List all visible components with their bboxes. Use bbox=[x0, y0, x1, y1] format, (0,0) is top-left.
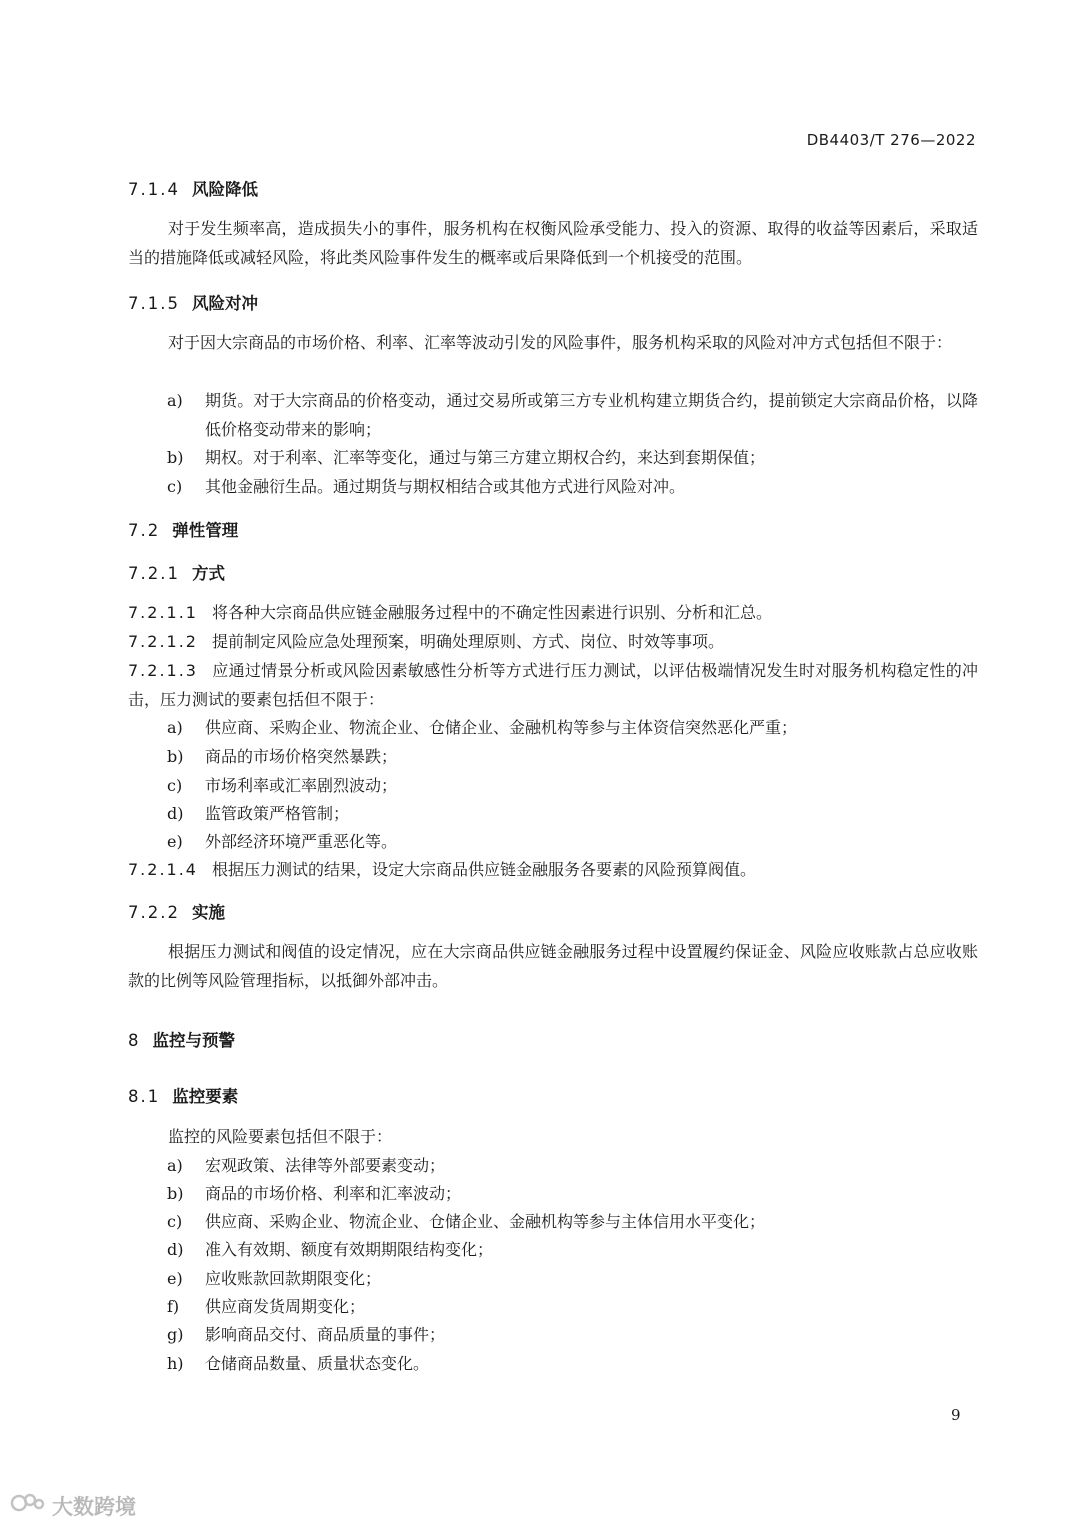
watermark bbox=[10, 1490, 136, 1521]
clause-7-2-1-1 bbox=[128, 598, 978, 627]
clause-text: 将各种大宗商品供应链金融服务过程中的不确定性因素进行识别、分析和汇总。 bbox=[211, 603, 772, 622]
list-item bbox=[167, 1207, 978, 1236]
list-item bbox=[167, 1151, 978, 1180]
list-item bbox=[167, 771, 978, 800]
list-item-text: 应收账款回款期限变化； bbox=[205, 1269, 382, 1288]
section-heading-7-2-2 bbox=[128, 899, 225, 923]
list-marker: d) bbox=[167, 1240, 184, 1259]
clause-number: 7.2.1.1 bbox=[128, 603, 198, 622]
document-code: DB4403/T 276—2022 bbox=[806, 131, 976, 149]
list-item bbox=[167, 827, 978, 856]
chapter-heading-8 bbox=[128, 1027, 235, 1051]
list-item-text: 商品的市场价格突然暴跌； bbox=[205, 747, 398, 766]
list-item-text: 市场利率或汇率剧烈波动； bbox=[205, 776, 398, 795]
list-item-text: 供应商发货周期变化； bbox=[205, 1297, 366, 1316]
clause-number: 7.2.1.2 bbox=[128, 632, 198, 651]
list-item-text: 外部经济环境严重恶化等。 bbox=[205, 832, 398, 851]
watermark-logo-icon bbox=[10, 1490, 46, 1521]
paragraph-7-1-5: 对于因大宗商品的市场价格、利率、汇率等波动引发的风险事件，服务机构采取的风险对冲方式包括但不限于： bbox=[168, 333, 953, 352]
list-item-text: 商品的市场价格、利率和汇率波动； bbox=[205, 1184, 462, 1203]
watermark-text: 大数跨境 bbox=[52, 1494, 136, 1519]
clause-text: 提前制定风险应急处理预案，明确处理原则、方式、岗位、时效等事项。 bbox=[211, 632, 724, 651]
list-marker: a) bbox=[167, 1156, 183, 1175]
list-item bbox=[167, 472, 978, 501]
list-marker: f) bbox=[167, 1297, 180, 1316]
list-item-text: 仓储商品数量、质量状态变化。 bbox=[205, 1354, 430, 1373]
page-number: 9 bbox=[951, 1406, 961, 1424]
list-item bbox=[167, 1292, 978, 1321]
list-item-text: 影响商品交付、商品质量的事件； bbox=[205, 1325, 446, 1344]
section-title: 实施 bbox=[191, 903, 225, 922]
clause-number: 7.2.1.4 bbox=[128, 860, 198, 879]
section-heading-7-2 bbox=[128, 517, 238, 541]
clause-7-2-1-3 bbox=[128, 656, 978, 714]
list-marker: e) bbox=[167, 832, 183, 851]
list-item bbox=[167, 386, 978, 444]
section-title: 弹性管理 bbox=[172, 521, 239, 540]
list-item bbox=[167, 1349, 978, 1378]
section-number: 7.2.2 bbox=[128, 903, 180, 922]
clause-text: 根据压力测试的结果，设定大宗商品供应链金融服务各要素的风险预算阀值。 bbox=[211, 860, 756, 879]
list-item bbox=[167, 1264, 978, 1293]
section-number: 8.1 bbox=[128, 1087, 161, 1106]
list-marker: c) bbox=[167, 776, 183, 795]
section-number: 7.2 bbox=[128, 521, 161, 540]
clause-7-2-1-2 bbox=[128, 627, 978, 656]
list-item-text: 期权。对于利率、汇率等变化，通过与第三方建立期权合约，来达到套期保值； bbox=[205, 448, 766, 467]
section-number: 7.1.4 bbox=[128, 180, 180, 199]
list-marker: g) bbox=[167, 1325, 184, 1344]
clause-text: 应通过情景分析或风险因素敏感性分析等方式进行压力测试，以评估极端情况发生时对服务机构稳定性的冲击，压力测试的要素包括但不限于： bbox=[128, 661, 978, 709]
list-marker: d) bbox=[167, 804, 184, 823]
list-marker: a) bbox=[167, 391, 183, 410]
list-item bbox=[167, 443, 978, 472]
section-heading-7-2-1 bbox=[128, 560, 225, 584]
section-heading-7-1-5 bbox=[128, 290, 258, 314]
list-marker: c) bbox=[167, 1212, 183, 1231]
list-item-text: 准入有效期、额度有效期期限结构变化； bbox=[205, 1240, 494, 1259]
list-item-text: 监管政策严格管制； bbox=[205, 804, 350, 823]
section-heading-7-1-4 bbox=[128, 176, 258, 200]
clause-7-2-1-4 bbox=[128, 855, 978, 884]
list-item-text: 期货。对于大宗商品的价格变动，通过交易所或第三方专业机构建立期货合约，提前锁定大宗商品价格，以降低价格变动带来的影响； bbox=[205, 391, 978, 439]
section-title: 监控与预警 bbox=[152, 1031, 235, 1050]
list-item bbox=[167, 1235, 978, 1264]
list-item-text: 供应商、采购企业、物流企业、仓储企业、金融机构等参与主体信用水平变化； bbox=[205, 1212, 766, 1231]
section-title: 风险降低 bbox=[191, 180, 258, 199]
list-marker: b) bbox=[167, 1184, 184, 1203]
list-item bbox=[167, 742, 978, 771]
paragraph-7-2-2: 根据压力测试和阀值的设定情况，应在大宗商品供应链金融服务过程中设置履约保证金、风险应收账款占总应收账款的比例等风险管理指标，以抵御外部冲击。 bbox=[128, 942, 978, 990]
list-item-text: 供应商、采购企业、物流企业、仓储企业、金融机构等参与主体资信突然恶化严重； bbox=[205, 718, 798, 737]
section-number: 7.2.1 bbox=[128, 564, 180, 583]
list-item bbox=[167, 713, 978, 742]
list-marker: b) bbox=[167, 747, 184, 766]
list-item bbox=[167, 1320, 978, 1349]
list-item-text: 其他金融衍生品。通过期货与期权相结合或其他方式进行风险对冲。 bbox=[205, 477, 686, 496]
list-marker: e) bbox=[167, 1269, 183, 1288]
list-marker: h) bbox=[167, 1354, 184, 1373]
section-heading-8-1 bbox=[128, 1083, 238, 1107]
clause-number: 7.2.1.3 bbox=[128, 661, 198, 680]
list-marker: c) bbox=[167, 477, 183, 496]
section-number: 7.1.5 bbox=[128, 294, 180, 313]
paragraph-8-1: 监控的风险要素包括但不限于： bbox=[168, 1127, 393, 1146]
list-marker: a) bbox=[167, 718, 183, 737]
section-title: 方式 bbox=[191, 564, 225, 583]
list-marker: b) bbox=[167, 448, 184, 467]
section-title: 风险对冲 bbox=[191, 294, 258, 313]
section-title: 监控要素 bbox=[172, 1087, 239, 1106]
list-item bbox=[167, 1179, 978, 1208]
section-number: 8 bbox=[128, 1031, 141, 1050]
list-item bbox=[167, 799, 978, 828]
list-item-text: 宏观政策、法律等外部要素变动； bbox=[205, 1156, 446, 1175]
paragraph-7-1-4: 对于发生频率高，造成损失小的事件，服务机构在权衡风险承受能力、投入的资源、取得的收益等因素后，采取适当的措施降低或减轻风险，将此类风险事件发生的概率或后果降低到一个机接受的范围。 bbox=[128, 219, 978, 267]
